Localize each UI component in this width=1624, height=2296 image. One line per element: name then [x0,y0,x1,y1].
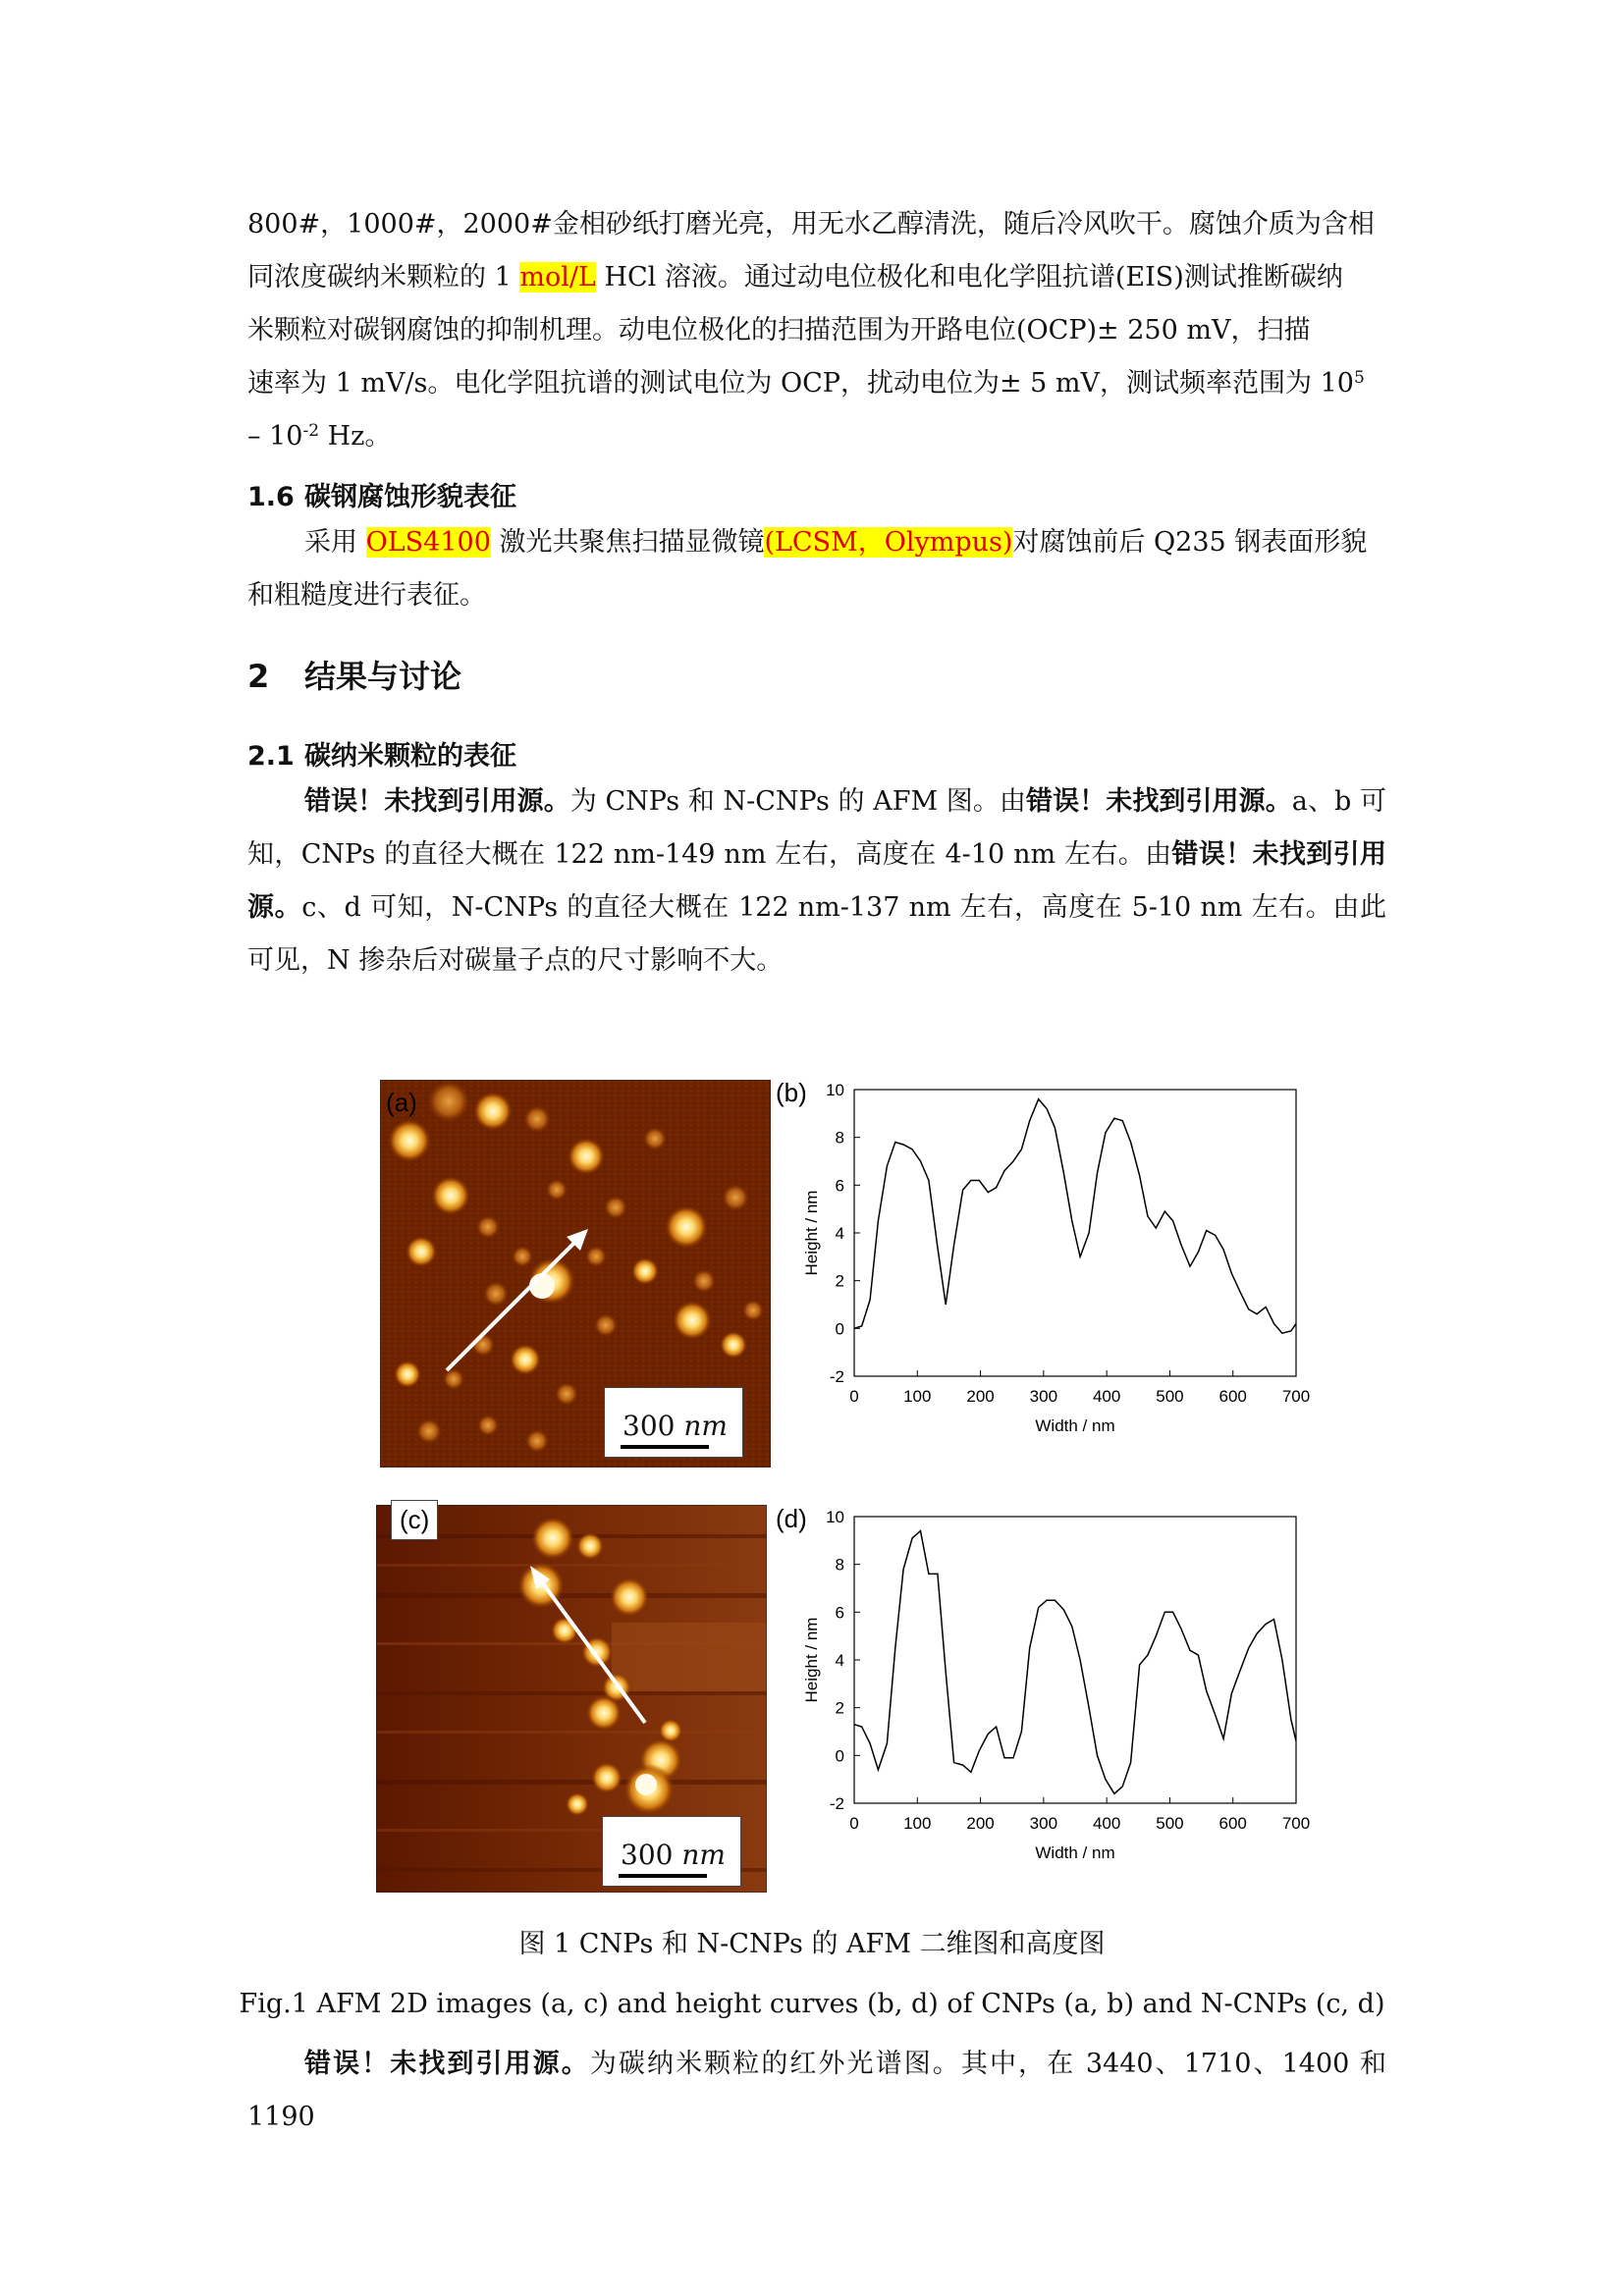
last-paragraph [247,2038,1386,2144]
section-2-number: 2 [247,658,270,695]
ref-error-1: 错误！未找到引用源。 [304,786,570,817]
section-2-title: 结果与讨论 [304,658,462,695]
y-tick-label-d-1: 0 [835,1746,844,1766]
y-tick-label-d-5: 8 [835,1555,844,1575]
highlight-mol-l: mol/L [519,262,596,293]
x-tick-label-b-3: 300 [1029,1387,1058,1406]
intro-paragraph [247,198,1386,463]
x-tick-label-d-5: 500 [1156,1814,1184,1833]
scale-bar-a-text: 300 nm [623,1410,728,1442]
plot-frame-d [854,1517,1296,1803]
intro-line-2a: 同浓度碳纳米颗粒的 1 [247,262,520,293]
section-2-1-title: 碳纳米颗粒的表征 [304,741,516,772]
sec21-text-3: c、d 可知，N-CNPs 的直径大概在 122 nm-137 nm 左右，高度在 5-10 nm 左右。由此可见，N 掺杂后对碳量子点的尺寸影响不大。 [247,892,1386,976]
intro-line-4: 速率为 1 mV/s。电化学阻抗谱的测试电位为 OCP，扰动电位为± 5 mV，测试频率范围为 10 [247,368,1354,399]
y-tick-label-b-0: -2 [829,1367,844,1386]
height-chart-d [781,1505,1326,1897]
y-tick-label-d-6: 10 [826,1508,844,1526]
x-tick-label-d-3: 300 [1029,1814,1058,1833]
ref-error-4: 错误！未找到引用源。 [304,2049,590,2079]
section-2-1-number: 2.1 [247,741,295,772]
x-tick-label-b-6: 600 [1218,1387,1247,1406]
section-2-1-paragraph [247,775,1386,988]
sec21-text-2: a、b 可知，CNPs 的直径大概在 122 nm-149 nm 左右，高度在 4-10 nm 左右。由 [247,786,1386,870]
highlight-ols4100: OLS4100 [365,527,491,558]
intro-sup-neg2: -2 [302,421,320,441]
sec16-text-line2: 和粗糙度进行表征。 [247,580,486,611]
intro-sup-5: 5 [1353,368,1365,388]
x-axis-label-b: Width / nm [1035,1416,1115,1435]
y-tick-label-d-3: 4 [835,1651,844,1670]
y-tick-label-b-3: 4 [835,1224,844,1243]
height-curve-d-0 [854,1531,1296,1794]
scale-bar-c-text: 300 nm [621,1839,726,1871]
x-tick-label-d-6: 600 [1218,1814,1247,1833]
x-tick-label-d-1: 100 [903,1814,932,1833]
x-tick-label-d-2: 200 [966,1814,995,1833]
scale-bar-c-line [619,1874,707,1878]
x-tick-label-b-2: 200 [966,1387,995,1406]
panel-label-d: (d) [776,1504,807,1533]
panel-label-a: (a) [386,1088,417,1117]
y-tick-label-b-1: 0 [835,1319,844,1339]
x-tick-label-d-0: 0 [849,1814,859,1833]
y-tick-label-d-4: 6 [835,1603,844,1623]
figure-caption-en: Fig.1 AFM 2D images (a, c) and height curves (b, d) of CNPs (a, b) and N-CNPs (c, d) [239,1989,1385,2019]
y-tick-label-b-5: 8 [835,1128,844,1148]
section-1-6-heading [247,475,516,513]
x-tick-label-b-0: 0 [849,1387,859,1406]
y-tick-label-b-2: 2 [835,1271,844,1291]
section-1-6-title: 碳钢腐蚀形貌表征 [304,482,516,512]
x-axis-label-d: Width / nm [1035,1843,1115,1862]
last-text: 为碳纳米颗粒的红外光谱图。其中，在 3440、1710、1400 和 1190 [247,2049,1387,2132]
height-chart-b [781,1078,1326,1470]
highlight-lcsm-olympus: (LCSM，Olympus) [764,527,1013,558]
figure-caption-cn: 图 1 CNPs 和 N-CNPs 的 AFM 二维图和高度图 [518,1929,1106,1959]
ref-error-2: 错误！未找到引用源。 [1026,786,1292,817]
section-1-6-number: 1.6 [247,482,295,512]
intro-line-5b: Hz。 [319,421,392,452]
y-tick-label-b-4: 6 [835,1176,844,1196]
sec16-text-mid: 激光共聚焦扫描显微镜 [490,527,765,558]
x-tick-label-b-4: 400 [1092,1387,1121,1406]
intro-line-3: 米颗粒对碳钢腐蚀的抑制机理。动电位极化的扫描范围为开路电位(OCP)± 250 mV，扫描 [247,315,1311,346]
y-axis-label-d: Height / nm [802,1617,821,1703]
x-tick-label-b-5: 500 [1156,1387,1184,1406]
x-tick-label-d-7: 700 [1281,1814,1311,1833]
sec21-text-1: 为 CNPs 和 N-CNPs 的 AFM 图。由 [569,786,1027,817]
height-curve-b-0 [854,1099,1296,1334]
sec16-text-post: 对腐蚀前后 Q235 钢表面形貌 [1012,527,1368,558]
sec16-text-pre: 采用 [304,527,366,558]
y-tick-label-d-2: 2 [835,1698,844,1718]
panel-label-c: (c) [391,1500,438,1540]
scale-bar-a-line [621,1445,709,1449]
ref-error-3: 错误！未找到引用源。 [247,839,1386,923]
section-1-6-paragraph [247,516,1386,622]
panel-label-b: (b) [776,1078,807,1107]
y-tick-label-d-0: -2 [829,1794,844,1813]
section-2-1-heading [247,734,516,773]
section-2-heading [247,652,461,697]
x-tick-label-d-4: 400 [1092,1814,1121,1833]
intro-line-5a: – 10 [247,421,303,452]
y-tick-label-b-6: 10 [826,1081,844,1099]
x-tick-label-b-7: 700 [1281,1387,1311,1406]
scale-bar-c [602,1816,741,1887]
y-axis-label-b: Height / nm [802,1190,821,1276]
x-tick-label-b-1: 100 [903,1387,932,1406]
intro-line-2b: HCl 溶液。通过动电位极化和电化学阻抗谱(EIS)测试推断碳纳 [595,262,1343,293]
scale-bar-a [604,1387,743,1458]
intro-line-1: 800#，1000#，2000#金相砂纸打磨光亮，用无水乙醇清洗，随后冷风吹干。腐蚀介质为含相 [247,209,1375,240]
